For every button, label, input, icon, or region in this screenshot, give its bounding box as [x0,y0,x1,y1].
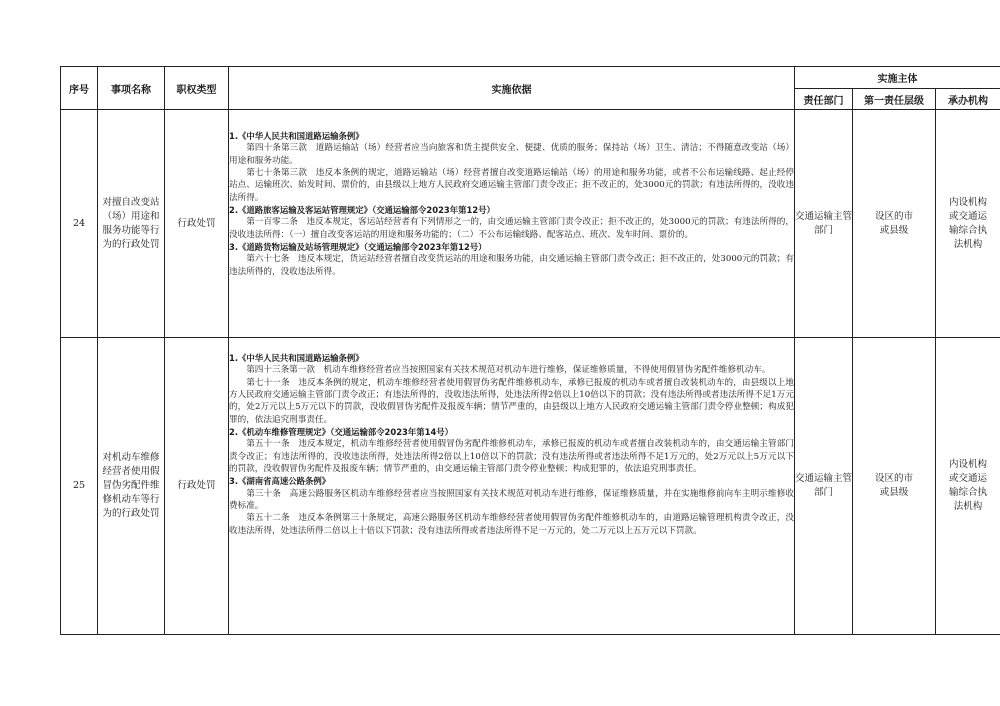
table-row [61,338,1000,635]
cell-power-type: 行政处罚 [165,110,229,338]
cell-org [936,338,1000,635]
cell-org-text: 内设机构或交通运输综合执法机构 [949,459,988,512]
header-org: 承办机构 [936,89,1000,110]
cell-seq: 25 [61,338,98,635]
cell-basis [229,338,795,635]
cell-level [853,338,936,635]
basis-law-title: 1.《中华人民共和国道路运输条例》 [229,131,364,141]
basis-law-title: 3.《道路货物运输及站场管理规定》（交通运输部令2023年第12号） [229,242,487,253]
cell-item-name: 对机动车维修经营者使用假冒伪劣配件维修机动车等行为的行政处罚 [98,338,165,635]
header-dept: 责任部门 [795,89,853,110]
cell-dept: 交通运输主管部门 [795,338,853,635]
header-seq: 序号 [61,67,98,110]
cell-seq: 24 [61,110,98,338]
cell-power-type: 行政处罚 [165,338,229,635]
basis-law-title: 2.《机动车维修管理规定》（交通运输部令2023年第14号） [229,427,454,438]
basis-law-title: 3.《湖南省高速公路条例》 [229,476,331,487]
cell-level-text: 设区的市或县级 [874,473,913,498]
header-basis: 实施依据 [229,67,795,110]
cell-org [936,110,1000,338]
basis-article: 第五十一条 违反本规定，机动车维修经营者使用假冒伪劣配件维修机动车，承修已报废的机动车或者擅自改装机动车的，由交通运输主管部门责令改正；有违法所得的，没收违法所得，处违法所得2倍以上10倍以下的罚款；没有违法所得或者违法所得不足1万元的，处2万元以上5万元以下的罚款，没收假冒伪劣配件及报废车辆；情节严重的，由交通运输主管部门责令停业整顿；构成犯罪的，依法追究刑事责任。 [229,439,794,475]
basis-article: 第四十条第三款 道路运输站（场）经营者应当向旅客和货主提供安全、便捷、优质的服务；保持站（场）卫生、清洁；不得随意改变站（场）用途和服务功能。 [229,143,794,166]
basis-article: 第四十三条第一款 机动车维修经营者应当按照国家有关技术规范对机动车进行维修，保证维修质量，不得使用假冒伪劣配件维修机动车。 [246,365,771,376]
cell-dept: 交通运输主管部门 [795,110,853,338]
header-level: 第一责任层级 [853,89,936,110]
header-item-name: 事项名称 [98,67,165,110]
cell-item-name: 对擅自改变站（场）用途和服务功能等行为的行政处罚 [98,110,165,338]
table-row [61,110,1000,338]
cell-basis [229,110,795,338]
enforcement-table [60,66,1000,635]
basis-article: 第三十条 高速公路服务区机动车维修经营者应当按照国家有关技术规范对机动车进行维修，保证维修质量，并在实施维修前向车主明示维修收费标准。 [229,488,794,512]
basis-article: 第一百零二条 违反本规定，客运站经营者有下列情形之一的，由交通运输主管部门责令改正；拒不改正的，处3000元的罚款；有违法所得的，没收违法所得：（一）擅自改变客运站的用途和服务功能的；（二）不公布运输线路、配客站点、班次、发车时间、票价的。 [229,217,794,240]
cell-org-text: 内设机构或交通运输综合执法机构 [949,196,988,250]
basis-article: 第六十七条 违反本规定，货运站经营者擅自改变货运站的用途和服务功能，由交通运输主管部门责令改正；拒不改正的，处3000元的罚款；有违法所得的，没收违法所得。 [229,254,794,277]
header-power-type: 职权类型 [165,67,229,110]
cell-level [853,110,936,338]
basis-article: 第七十条第三款 违反本条例的规定，道路运输站（场）经营者擅自改变道路运输站（场）的用途和服务功能，或者不公布运输线路、起止经停站点、运输班次、始发时间、票价的，由县级以上地方人民政府交通运输主管部门责令改正；拒不改正的，处3000元的罚款；有违法所得的，没收违法所得。 [229,168,794,203]
basis-article: 第五十二条 违反本条例第三十条规定，高速公路服务区机动车维修经营者使用假冒伪劣配件维修机动车的，由道路运输管理机构责令改正，没收违法所得，处违法所得二倍以上十倍以下罚款；没有违法所得或者违法所得不足一万元的，处二万元以上五万元以下罚款。 [229,513,794,536]
cell-level-text: 设区的市或县级 [874,210,913,236]
basis-law-title: 1.《中华人民共和国道路运输条例》 [229,353,364,363]
basis-article: 第七十一条 违反本条例的规定，机动车维修经营者使用假冒伪劣配件维修机动车，承修已报废的机动车或者擅自改装机动车的，由县级以上地方人民政府交通运输主管部门责令改正；有违法所得的，没收违法所得，处违法所得2倍以上10倍以下的罚款；没有违法所得或者违法所得不足1万元的，处2万元以上5万元以下的罚款，没收假冒伪劣配件及报废车辆；情节严重的，由县级以上地方人民政府交通运输主管部门责令停业整顿；构成犯罪的，依法追究刑事责任。 [229,377,794,425]
basis-law-title: 2.《道路旅客运输及客运站管理规定》（交通运输部令2023年第12号） [229,205,495,216]
header-subject: 实施主体 [795,67,1000,89]
